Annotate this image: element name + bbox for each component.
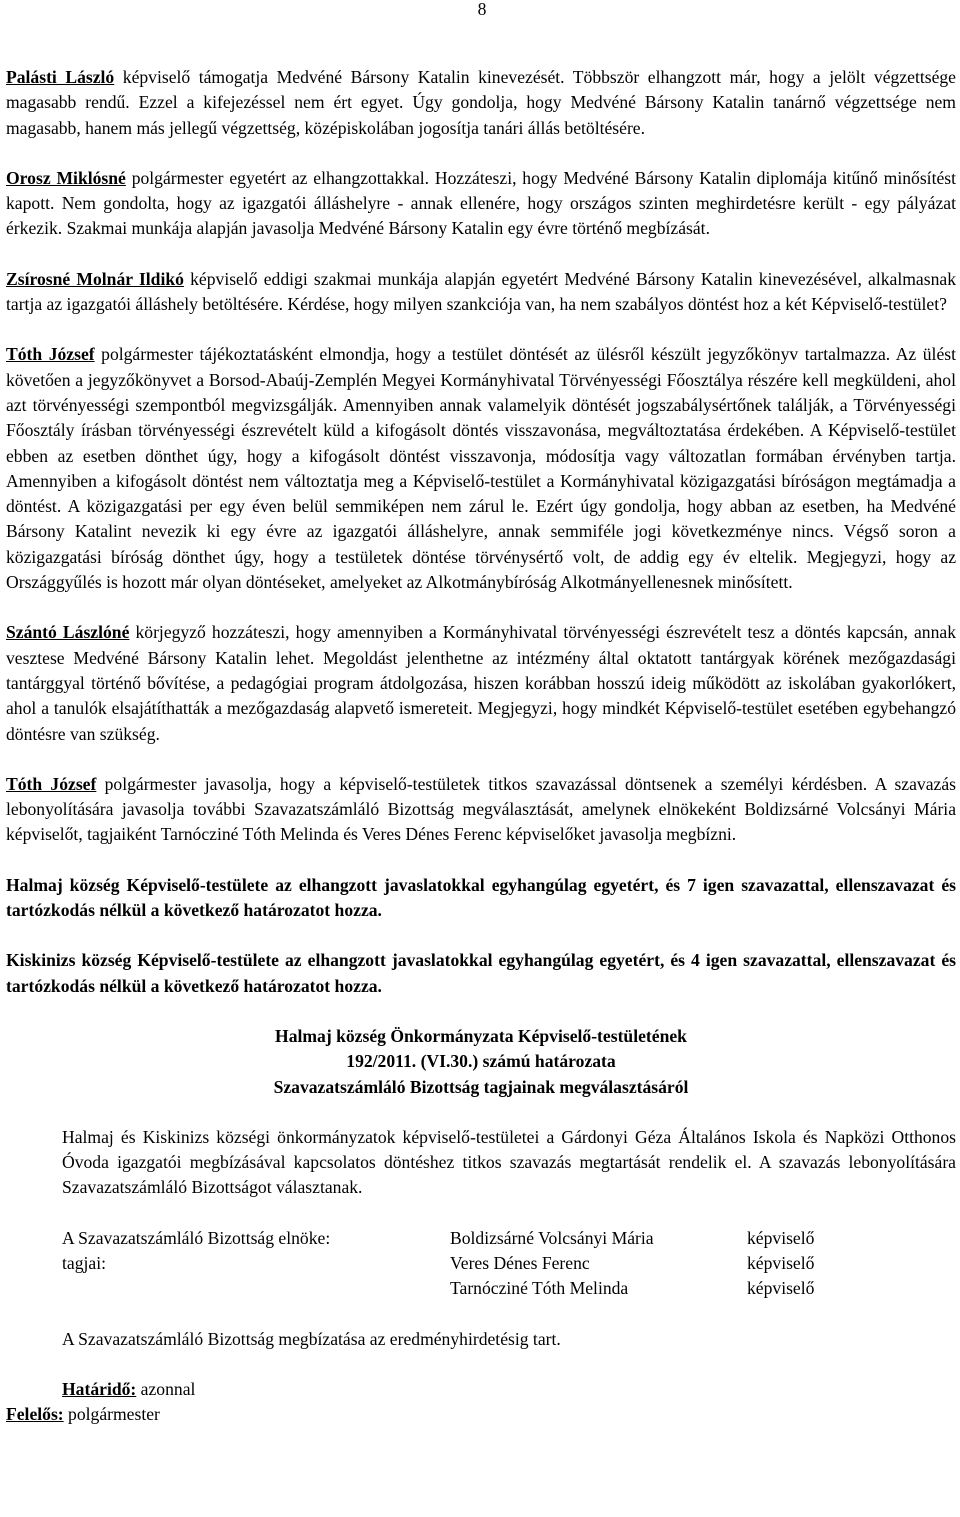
page-number: 8 — [477, 0, 487, 19]
committee-members-table — [62, 1226, 867, 1302]
kiskinizs-vote-statement: Kiskinizs község Képviselő-testülete az elhangzott javaslatokkal egyhangúlag egyetért, és 4 igen szavazattal, ellenszavazat és tartózkodás nélkül a következő határozatot hozza. — [6, 950, 956, 996]
committee-member-title: képviselő — [747, 1227, 815, 1248]
committee-row — [62, 1251, 867, 1276]
deadline-label: Határidő: — [62, 1378, 137, 1399]
resolution-title-line-1: Halmaj község Önkormányzata Képviselő-testületének — [275, 1025, 687, 1046]
committee-role — [62, 1276, 450, 1301]
paragraph-text: képviselő támogatja Medvéné Bársony Katalin kinevezését. Többször elhangzott már, hogy a jelölt végzettsége magasabb rendű. Ezzel a kifejezéssel nem ért egyet. Úgy gondolja, hogy Medvéné Bársony Katalin tanárnő végzettsége nem magasabb, hanem más jellegű végzettség, középiskolában jogosítja tanári állás betöltésére. — [6, 67, 956, 138]
deadline-line — [62, 1377, 956, 1402]
committee-member-name: Tarnócziné Tóth Melinda — [450, 1278, 629, 1299]
resolution-heading — [6, 1024, 956, 1100]
speaker-name: Szántó Lászlóné — [6, 622, 130, 643]
paragraph-text: polgármester egyetért az elhangzottakkal. Hozzáteszi, hogy Medvéné Bársony Katalin diplomája kitűnő minősítést kapott. Nem gondolta, hogy az igazgatói álláshelyre - annak ellenére, hogy országos szinten meghirdetésre került - egy pályázat érkezik. Szakmai munkája alapján javasolja Medvéné Bársony Katalin egy évre történő megbízását. — [6, 167, 956, 239]
committee-member-name: Boldizsárné Volcsányi Mária — [450, 1227, 654, 1248]
committee-mandate: A Szavazatszámláló Bizottság megbízatása az eredményhirdetésig tart. — [62, 1328, 561, 1349]
halmaj-vote-statement: Halmaj község Képviselő-testülete az elhangzott javaslatokkal egyhangúlag egyetért, és 7 igen szavazattal, ellenszavazat és tartózkodás nélkül a következő határozatot hozza. — [6, 874, 956, 921]
committee-member-name: Veres Dénes Ferenc — [450, 1252, 590, 1273]
speaker-name: Orosz Miklósné — [6, 167, 126, 188]
committee-row — [62, 1226, 867, 1251]
committee-member-title: képviselő — [747, 1252, 815, 1273]
paragraph-text: körjegyző hozzáteszi, hogy amennyiben a Kormányhivatal törvényességi észrevételt tesz a döntés kapcsán, annak vesztese Medvéné Bársony Katalin lehet. Megoldást jelenthetne az intézmény által oktatott tantárgyak körének mezőgazdasági tantárggyal történő bővítése, a pedagógiai program átdolgozása, hiszen korábban hosszú ideig működött az iskolában gyakorlókert, ahol a tanulók elsajátíthatták a mezőgazdaság alapvető ismereteit. Megjegyzi, hogy mindkét Képviselő-testület esetében egybehangzó döntésre van szükség. — [6, 622, 956, 744]
paragraph-zsirosne — [6, 267, 956, 318]
speaker-name: Zsírosné Molnár Ildikó — [6, 268, 184, 289]
speaker-name: Palásti László — [6, 67, 115, 87]
responsible-label: Felelős: — [6, 1404, 64, 1425]
paragraph-orosz — [6, 166, 956, 242]
paragraph-text: polgármester tájékoztatásként elmondja, hogy a testület döntését az ülésről készült jegyzőkönyv tartalmazza. Az ülést követően a jegyzőkönyvet a Borsod-Abaúj-Zemplén Megyei Kormányhivatal Törvényességi Főosztálya részére kell megküldeni, ahol azt törvényességi szempontból megvizsgálják. Amennyiben annak valamelyik döntését jogszabálysértőnek találják, a Törvényességi Főosztály írásban törvényességi észrevételt küld a kifogásolt döntés visszavonása, megváltoztatása érdekében. A Képviselő-testület ebben az esetben dönthet úgy, hogy a kifogásolt döntést visszavonja, módosítja vagy változatlan formában érvényben tartja. Amennyiben a kifogásolt döntést nem változtatja meg a Képviselő-testület a Kormányhivatal közigazgatási bíróságon megtámadja a döntést. A közigazgatási per egy éven belül semmiképen nem zárul le. Ezért úgy gondolja, hogy abban az esetben, ha Medvéné Bársony Katalint nevezik ki egy évre az igazgatói álláshelyre, annak semmiféle jogi következménye nincs. Végső soron a közigazgatási bíróság dönthet úgy, hogy a testületek döntése törvénysértő volt, de addig egy év eltelik. Megjegyzi, hogy az Országgyűlés is hozott már olyan döntéseket, amelyeket az Alkotmánybíróság Alkotmányellenesnek minősített. — [6, 344, 956, 593]
responsible-line — [6, 1402, 956, 1427]
committee-role: A Szavazatszámláló Bizottság elnöke: — [62, 1227, 331, 1248]
resolution-body: Halmaj és Kiskinizs községi önkormányzatok képviselő-testületei a Gárdonyi Géza Általános Iskola és Napközi Otthonos Óvoda igazgatói megbízásával kapcsolatos döntéshez titkos szavazás megtartását rendelik el. A szavazás lebonyolítására Szavazatszámláló Bizottságot választanak. — [62, 1126, 956, 1198]
speaker-name: Tóth József — [6, 344, 95, 365]
paragraph-palasti — [6, 65, 956, 141]
committee-row — [62, 1276, 867, 1301]
paragraph-text: polgármester javasolja, hogy a képviselő-testületek titkos szavazással döntsenek a személyi kérdésben. A szavazás lebonyolítására javasolja további Szavazatszámláló Bizottság megválasztását, amelynek elnökeként Boldizsárné Volcsányi Mária képviselőt, tagjaiként Tarnócziné Tóth Melinda és Veres Dénes Ferenc képviselőket javasolja megbízni. — [6, 773, 956, 845]
paragraph-szanto — [6, 620, 956, 746]
paragraph-text: képviselő eddigi szakmai munkája alapján egyetért Medvéné Bársony Katalin kinevezésével, alkalmasnak tartja az igazgatói álláshely betöltésére. Kérdése, hogy milyen szankciója van, ha nem szabályos döntést hoz a két Képviselő-testület? — [6, 268, 956, 315]
committee-role: tagjai: — [62, 1252, 106, 1273]
document-body — [6, 65, 956, 1427]
paragraph-toth-2 — [6, 772, 956, 848]
speaker-name: Tóth József — [6, 773, 97, 794]
responsible-value: polgármester — [63, 1404, 160, 1425]
resolution-subject: Szavazatszámláló Bizottság tagjainak megválasztásáról — [273, 1076, 689, 1097]
resolution-number: 192/2011. (VI.30.) számú határozata — [346, 1051, 616, 1072]
deadline-value: azonnal — [136, 1378, 196, 1399]
paragraph-toth-1 — [6, 342, 956, 595]
committee-member-title: képviselő — [747, 1278, 815, 1299]
